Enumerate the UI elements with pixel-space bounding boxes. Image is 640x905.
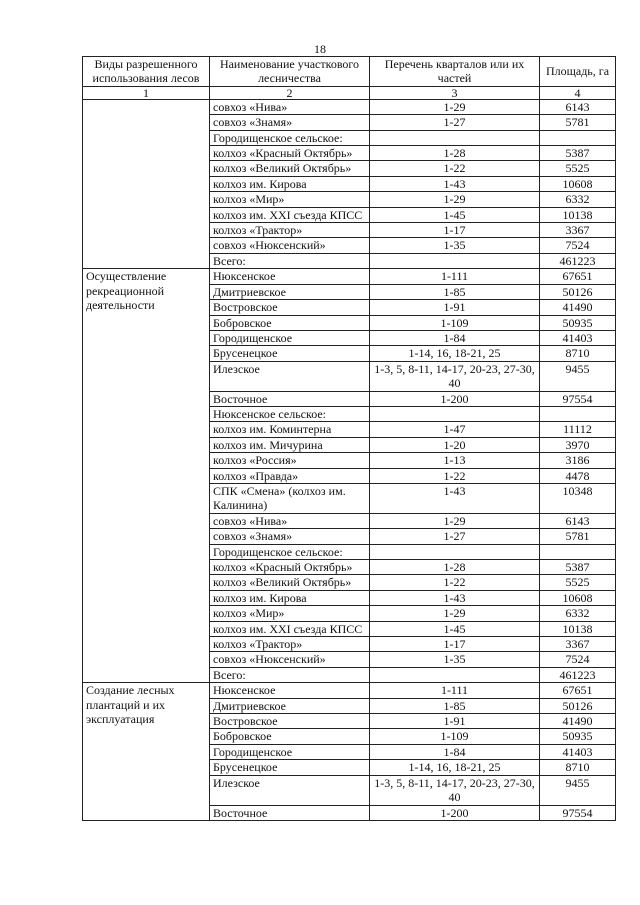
- quarters-cell: 1-35: [370, 652, 540, 667]
- quarters-cell: 1-29: [370, 99, 540, 114]
- table-body: [83, 99, 616, 820]
- area-cell: 5387: [540, 146, 616, 161]
- quarters-cell: [370, 667, 540, 682]
- column-number: 2: [210, 86, 370, 99]
- forestry-name-cell: Востровское: [210, 300, 370, 315]
- forestry-name-cell: Бобровское: [210, 315, 370, 330]
- area-cell: 41403: [540, 744, 616, 759]
- table-row: [83, 99, 616, 114]
- quarters-cell: 1-47: [370, 422, 540, 437]
- page-number: 18: [314, 42, 326, 56]
- quarters-cell: 1-29: [370, 513, 540, 528]
- area-cell: 41490: [540, 300, 616, 315]
- area-cell: 50935: [540, 729, 616, 744]
- forestry-name-cell: Всего:: [210, 253, 370, 268]
- quarters-cell: 1-27: [370, 529, 540, 544]
- quarters-cell: 1-13: [370, 453, 540, 468]
- area-cell: 461223: [540, 667, 616, 682]
- forestry-name-cell: колхоз им. Кирова: [210, 176, 370, 191]
- area-cell: 41490: [540, 714, 616, 729]
- quarters-cell: 1-45: [370, 621, 540, 636]
- area-cell: 41403: [540, 330, 616, 345]
- area-cell: 7524: [540, 652, 616, 667]
- area-cell: 3367: [540, 637, 616, 652]
- forestry-name-cell: Бобровское: [210, 729, 370, 744]
- forestry-name-cell: колхоз им. XXI съезда КПСС: [210, 621, 370, 636]
- area-cell: 5525: [540, 575, 616, 590]
- forestry-name-cell: совхоз «Знамя»: [210, 115, 370, 130]
- area-cell: 9455: [540, 361, 616, 391]
- area-cell: 8710: [540, 760, 616, 775]
- forestry-name-cell: колхоз «Россия»: [210, 453, 370, 468]
- quarters-cell: 1-14, 16, 18-21, 25: [370, 346, 540, 361]
- quarters-cell: 1-84: [370, 744, 540, 759]
- forestry-name-cell: колхоз «Правда»: [210, 468, 370, 483]
- area-cell: 50126: [540, 698, 616, 713]
- area-cell: 67651: [540, 683, 616, 698]
- quarters-cell: 1-17: [370, 637, 540, 652]
- quarters-cell: 1-43: [370, 483, 540, 513]
- area-cell: 6143: [540, 513, 616, 528]
- column-number-row: [83, 86, 616, 99]
- forest-use-table: [82, 56, 616, 821]
- quarters-cell: [370, 253, 540, 268]
- quarters-cell: 1-29: [370, 606, 540, 621]
- forestry-name-cell: Восточное: [210, 391, 370, 406]
- table-header-row: [83, 57, 616, 87]
- forestry-name-cell: совхоз «Нива»: [210, 99, 370, 114]
- forestry-name-cell: Восточное: [210, 805, 370, 820]
- forestry-name-cell: колхоз им. Кирова: [210, 590, 370, 605]
- quarters-cell: 1-109: [370, 315, 540, 330]
- table-row: [83, 683, 616, 698]
- forestry-name-cell: Илезское: [210, 361, 370, 391]
- quarters-cell: 1-91: [370, 300, 540, 315]
- quarters-cell: 1-22: [370, 575, 540, 590]
- area-cell: 50935: [540, 315, 616, 330]
- quarters-cell: 1-17: [370, 223, 540, 238]
- forestry-name-cell: Городищенское сельское:: [210, 544, 370, 559]
- forestry-name-cell: Востровское: [210, 714, 370, 729]
- quarters-cell: 1-45: [370, 207, 540, 222]
- table-row: [83, 269, 616, 284]
- forestry-name-cell: Городищенское сельское:: [210, 130, 370, 145]
- quarters-cell: [370, 130, 540, 145]
- area-cell: 10138: [540, 621, 616, 636]
- forestry-name-cell: Городищенское: [210, 330, 370, 345]
- forestry-name-cell: Дмитриевское: [210, 284, 370, 299]
- area-cell: [540, 544, 616, 559]
- area-cell: 6143: [540, 99, 616, 114]
- quarters-cell: 1-27: [370, 115, 540, 130]
- quarters-cell: 1-35: [370, 238, 540, 253]
- area-cell: 97554: [540, 805, 616, 820]
- column-number: 1: [83, 86, 210, 99]
- quarters-cell: 1-200: [370, 391, 540, 406]
- forestry-name-cell: колхоз «Трактор»: [210, 223, 370, 238]
- area-cell: 5525: [540, 161, 616, 176]
- header-quarters: Перечень кварталов или их частей: [370, 57, 540, 87]
- quarters-cell: 1-111: [370, 683, 540, 698]
- area-cell: 97554: [540, 391, 616, 406]
- quarters-cell: 1-111: [370, 269, 540, 284]
- area-cell: 5387: [540, 560, 616, 575]
- area-cell: 3970: [540, 437, 616, 452]
- quarters-cell: 1-3, 5, 8-11, 14-17, 20-23, 27-30, 40: [370, 361, 540, 391]
- area-cell: 10608: [540, 176, 616, 191]
- header-area: Площадь, га: [540, 57, 616, 87]
- forestry-name-cell: совхоз «Нива»: [210, 513, 370, 528]
- forestry-name-cell: колхоз «Мир»: [210, 606, 370, 621]
- area-cell: 6332: [540, 606, 616, 621]
- forestry-name-cell: колхоз «Великий Октябрь»: [210, 575, 370, 590]
- forestry-name-cell: колхоз им. Мичурина: [210, 437, 370, 452]
- quarters-cell: 1-22: [370, 161, 540, 176]
- forestry-name-cell: совхоз «Нюксенский»: [210, 652, 370, 667]
- forestry-name-cell: Дмитриевское: [210, 698, 370, 713]
- header-use-type: Виды разрешенного использования лесов: [83, 57, 210, 87]
- column-number: 3: [370, 86, 540, 99]
- area-cell: 8710: [540, 346, 616, 361]
- area-cell: 9455: [540, 775, 616, 805]
- area-cell: 4478: [540, 468, 616, 483]
- area-cell: 11112: [540, 422, 616, 437]
- area-cell: 6332: [540, 192, 616, 207]
- quarters-cell: 1-43: [370, 590, 540, 605]
- quarters-cell: 1-29: [370, 192, 540, 207]
- area-cell: 50126: [540, 284, 616, 299]
- forestry-name-cell: Всего:: [210, 667, 370, 682]
- forestry-name-cell: Нюксенское сельское:: [210, 406, 370, 421]
- quarters-cell: 1-28: [370, 146, 540, 161]
- forestry-name-cell: Брусенецкое: [210, 346, 370, 361]
- quarters-cell: 1-43: [370, 176, 540, 191]
- area-cell: 3367: [540, 223, 616, 238]
- forestry-name-cell: колхоз им. XXI съезда КПСС: [210, 207, 370, 222]
- area-cell: 10608: [540, 590, 616, 605]
- forestry-name-cell: колхоз «Мир»: [210, 192, 370, 207]
- use-type-cell: [83, 99, 210, 268]
- header-forestry-name: Наименование участкового лесничества: [210, 57, 370, 87]
- forestry-name-cell: колхоз «Красный Октябрь»: [210, 146, 370, 161]
- quarters-cell: [370, 544, 540, 559]
- quarters-cell: 1-85: [370, 284, 540, 299]
- use-type-cell: Создание лесных плантаций и их эксплуатация: [83, 683, 210, 821]
- area-cell: 7524: [540, 238, 616, 253]
- quarters-cell: 1-91: [370, 714, 540, 729]
- quarters-cell: 1-109: [370, 729, 540, 744]
- forestry-name-cell: Городищенское: [210, 744, 370, 759]
- forestry-name-cell: колхоз «Великий Октябрь»: [210, 161, 370, 176]
- forestry-name-cell: Нюксенское: [210, 683, 370, 698]
- quarters-cell: 1-28: [370, 560, 540, 575]
- quarters-cell: 1-85: [370, 698, 540, 713]
- forestry-name-cell: Брусенецкое: [210, 760, 370, 775]
- area-cell: 5781: [540, 529, 616, 544]
- area-cell: [540, 406, 616, 421]
- quarters-cell: 1-20: [370, 437, 540, 452]
- quarters-cell: 1-14, 16, 18-21, 25: [370, 760, 540, 775]
- area-cell: 10348: [540, 483, 616, 513]
- quarters-cell: 1-84: [370, 330, 540, 345]
- area-cell: 5781: [540, 115, 616, 130]
- area-cell: [540, 130, 616, 145]
- area-cell: 3186: [540, 453, 616, 468]
- quarters-cell: 1-200: [370, 805, 540, 820]
- forestry-name-cell: колхоз им. Коминтерна: [210, 422, 370, 437]
- forestry-name-cell: СПК «Смена» (колхоз им. Калинина): [210, 483, 370, 513]
- quarters-cell: 1-22: [370, 468, 540, 483]
- quarters-cell: [370, 406, 540, 421]
- quarters-cell: 1-3, 5, 8-11, 14-17, 20-23, 27-30, 40: [370, 775, 540, 805]
- area-cell: 10138: [540, 207, 616, 222]
- area-cell: 461223: [540, 253, 616, 268]
- forestry-name-cell: Нюксенское: [210, 269, 370, 284]
- column-number: 4: [540, 86, 616, 99]
- area-cell: 67651: [540, 269, 616, 284]
- forestry-name-cell: колхоз «Красный Октябрь»: [210, 560, 370, 575]
- forestry-name-cell: Илезское: [210, 775, 370, 805]
- forestry-name-cell: совхоз «Нюксенский»: [210, 238, 370, 253]
- forestry-name-cell: колхоз «Трактор»: [210, 637, 370, 652]
- use-type-cell: Осуществление рекреационной деятельности: [83, 269, 210, 683]
- forestry-name-cell: совхоз «Знамя»: [210, 529, 370, 544]
